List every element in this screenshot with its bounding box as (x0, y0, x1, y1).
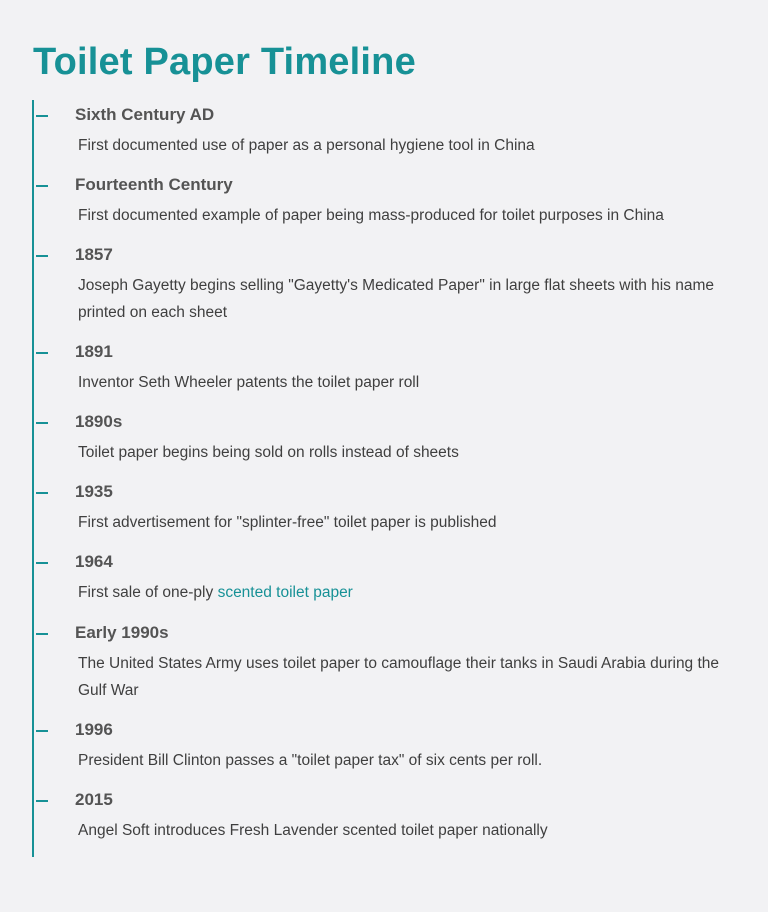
entry-description: Angel Soft introduces Fresh Lavender scented toilet paper nationally (78, 822, 548, 839)
entry-description: Toilet paper begins being sold on rolls instead of sheets (78, 444, 459, 461)
timeline-tick (36, 352, 48, 354)
entry-title: 1891 (75, 342, 113, 361)
timeline-tick (36, 115, 48, 117)
timeline-tick (36, 422, 48, 424)
timeline-tick (36, 730, 48, 732)
entry-title: 1935 (75, 482, 113, 501)
timeline-tick (36, 185, 48, 187)
entry-description: Inventor Seth Wheeler patents the toilet paper roll (78, 374, 420, 391)
entry-description (78, 579, 738, 606)
entry-title: Sixth Century AD (75, 105, 215, 124)
timeline-tick (36, 633, 48, 635)
entry-title: 1996 (75, 720, 113, 739)
page-title: Toilet Paper Timeline (33, 41, 416, 83)
timeline-tick (36, 492, 48, 494)
entry-description: President Bill Clinton passes a "toilet paper tax" of six cents per roll. (78, 752, 543, 769)
timeline-tick (36, 562, 48, 564)
scented-toilet-paper-link[interactable]: scented toilet paper (217, 584, 353, 601)
entry-title: 2015 (75, 790, 113, 809)
entry-description: The United States Army uses toilet paper to camouflage their tanks in Saudi Arabia during the Gulf War (78, 655, 720, 699)
entry-title: Fourteenth Century (75, 175, 233, 194)
entry-description: First documented use of paper as a personal hygiene tool in China (78, 137, 535, 154)
entry-title: Early 1990s (75, 623, 169, 642)
timeline (32, 100, 752, 857)
entry-description-text: First sale of one-ply (78, 584, 218, 601)
entry-title: 1890s (75, 412, 123, 431)
entry-description: Joseph Gayetty begins selling "Gayetty's Medicated Paper" in large flat sheets with his name printed on each sheet (78, 277, 715, 321)
timeline-tick (36, 255, 48, 257)
timeline-line (32, 100, 34, 857)
entry-description: First advertisement for "splinter-free" toilet paper is published (78, 514, 497, 531)
entry-description: First documented example of paper being mass-produced for toilet purposes in China (78, 207, 664, 224)
entry-title: 1857 (75, 245, 113, 264)
timeline-tick (36, 800, 48, 802)
entry-title: 1964 (75, 552, 113, 571)
